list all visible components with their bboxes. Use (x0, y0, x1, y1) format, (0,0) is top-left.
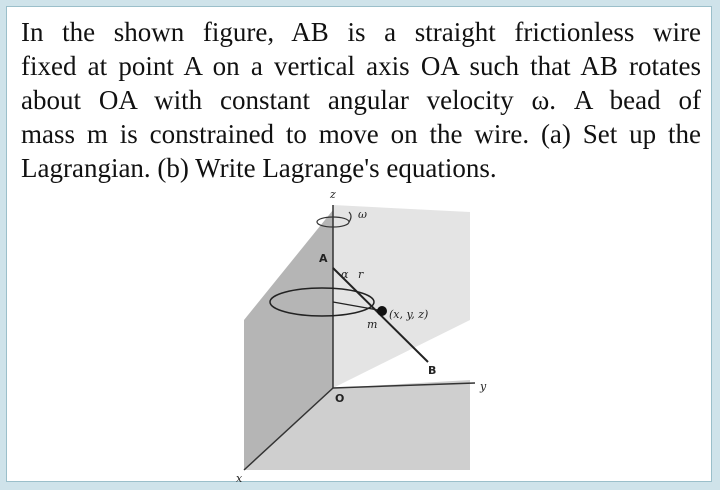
alpha-label: α (341, 268, 349, 281)
problem-line-5: Lagrangian. (b) Write Lagrange's equations. (21, 153, 497, 183)
mass-label: m (367, 318, 378, 331)
problem-line-2: fixed at point A on a vertical axis OA such that AB rotates (21, 51, 701, 81)
problem-line-4: mass m is constrained to move on the wire. (a) Set up the (21, 119, 701, 149)
axis-x-label: x (236, 472, 243, 485)
axis-y-label: y (480, 380, 487, 393)
problem-line-1: In the shown figure, AB is a straight frictionless wire (21, 17, 701, 47)
problem-line-3: about OA with constant angular velocity ω. A bead of (21, 85, 701, 115)
point-B-label: B (428, 364, 437, 377)
axis-z-label: z (330, 188, 336, 201)
coords-label: (x, y, z) (389, 308, 429, 321)
r-label: r (358, 268, 364, 281)
omega-label: ω (358, 208, 367, 221)
vertical-plane (333, 205, 470, 388)
point-A-label: A (319, 252, 328, 265)
bead (377, 306, 387, 316)
point-O-label: O (335, 392, 345, 405)
